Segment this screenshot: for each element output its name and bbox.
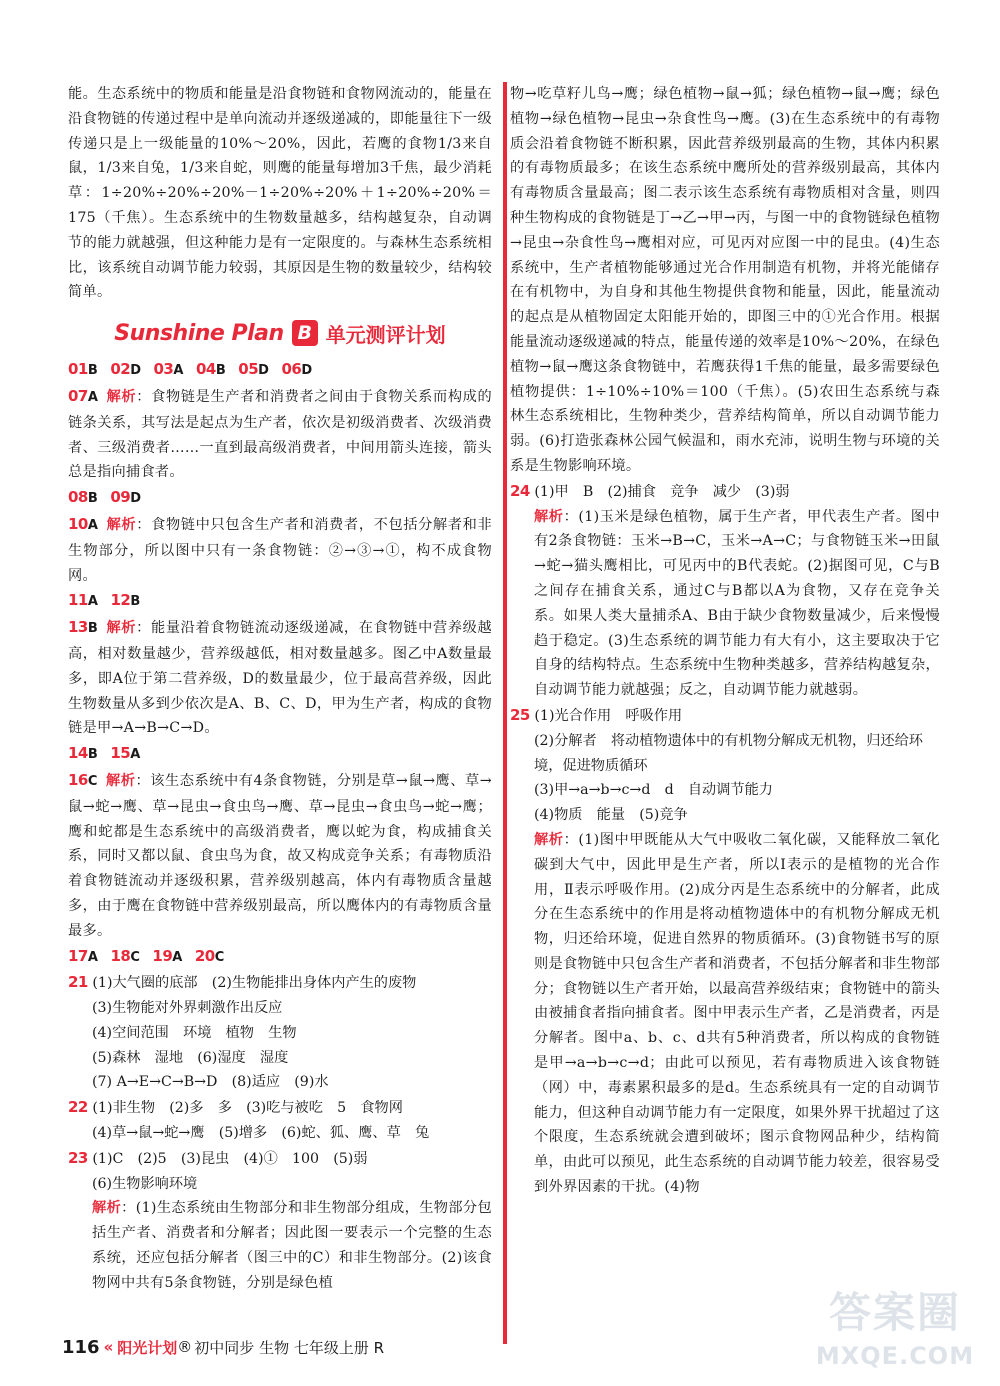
analysis-text: ：(1)图中甲既能从大气中吸收二氧化碳，又能释放二氧化碳到大气中，因此甲是生产者，所以Ⅰ表示的是植物的光合作用，Ⅱ表示呼吸作用。(2)成分丙是生态系统中的分解者，此成分在生态系统中的作用是将动植物遗体中的有机物分解成无机物，归还给环境，促进自然界的物质循环。(3)食物链书写的原则是食物链中只包含生产者和消费者，不包括分解者和非生物部分；食物链以生产者开始，以最高营养级结束；食物链中的箭头由被捕食者指向捕食者。图中甲表示生产者，乙是消费者，丙是分解者。图中a、b、c、d共有5种消费者，所以构成的食物链是甲→a→b→c→d；由此可以预见，若有毒物质进入该食物链（网）中，毒素累积最多的是d。生态系统具有一定的自动调节能力，但这种自动调节能力有一定限度，如果外界干扰超过了这个限度，生态系统就会遭到破坏；图示食物网品种少，结构简单，由此可以预见，此生态系统的自动调节能力较差，很容易受到外界因素的干扰。(4)物 (534, 831, 940, 1196)
question-number: 01 (68, 360, 88, 379)
question-number: 13 (68, 618, 88, 637)
question-16 (68, 768, 492, 944)
answer-letter: A (172, 949, 183, 965)
question-number: 17 (68, 946, 88, 965)
answer-line: (3)甲→a→b→c→d d 自动调节能力 (534, 782, 773, 799)
answer-letter: D (130, 363, 141, 379)
question-21 (68, 970, 492, 996)
intro-paragraph: 能。生态系统中的物质和能量是沿食物链和食物网流动的，能量在沿食物链的传递过程中是单向流动并逐级递减的，即能量往下一级传递只是上一级能量的10%～20%，因此，若鹰的食物1/3来自鼠，1/3来自兔，1/3来自蛇，则鹰的能量每增加3千焦，最少消耗草：1÷20%÷20%÷20%－1÷20%÷20%＋1÷20%÷20%＝175（千焦）。生态系统中的生物数量越多，结构越复杂，自动调节的能力就越强，但这种能力是有一定限度的。与森林生态系统相比，该系统自动调节能力较弱，其原因是生物的数量较少，结构较简单。 (68, 86, 492, 301)
answer-line: (1)大气圈的底部 (2)生物能排出身体内产生的废物 (92, 975, 417, 992)
answer-letter: B (87, 621, 99, 637)
answer-line: (5)森林 湿地 (6)湿度 湿度 (92, 1049, 289, 1066)
question-number: 06 (281, 360, 302, 379)
answer-letter: C (130, 949, 140, 965)
column-divider (503, 82, 507, 1344)
question-23-continued: 物→吃草籽儿鸟→鹰；绿色植物→鼠→狐；绿色植物→鼠→鹰；绿色植物→绿色植物→昆虫→杂食性鸟→鹰。(3)在生态系统中的有毒物质会沿着食物链不断积累，因此营养级别最高的生物，其体内积累的有毒物质最多；在该生态系统中鹰所处的营养级别最高，其体内有毒物质含量最高；图二表示该生态系统有毒物质相对含量，则四种生物构成的食物链是丁→乙→甲→丙，与图一中的食物链绿色植物→昆虫→杂食性鸟→鹰相对应，可见丙对应图一中的昆虫。(4)生态系统中，生产者植物能够通过光合作用制造有机物，并将光能储存在有机物中，为自身和其他生物提供食物和能量，因此，能量流动的起点是从植物固定太阳能开始的，即图三中的①光合作用。根据能量流动逐级递减的特点，能量传递的效率是10%～20%，在绿色植物→鼠→鹰这条食物链中，若鹰获得1千焦的能量，最多需要绿色植物提供：1÷10%÷10%＝100（千焦）。(5)农田生态系统与森林生态系统相比，生物种类少，营养结构简单，所以自动调节能力弱。(6)打造张森林公园气候温和，雨水充沛，说明生物与环境的关系是生物影响环境。 (510, 86, 940, 474)
registered-mark: ® (177, 1338, 193, 1356)
heading-badge: B (292, 320, 318, 346)
answer-letter: D (130, 491, 141, 507)
answer-letter: D (301, 363, 313, 379)
answer-letter: A (130, 747, 141, 763)
analysis-tag: 解析 (105, 772, 136, 789)
question-24-analysis (510, 505, 940, 703)
question-number: 08 (68, 488, 88, 507)
question-number: 15 (110, 744, 131, 763)
question-number: 04 (195, 360, 216, 379)
question-number: 16 (68, 770, 88, 789)
analysis-tag: 解析 (534, 831, 564, 848)
question-number: 20 (194, 946, 215, 965)
question-number: 23 (68, 1148, 88, 1167)
analysis-text: ：(1)生态系统由生物部分和非生物部分组成，生物部分包括生产者、消费者和分解者；因此图一要表示一个完整的生态系统，还应包括分解者（图三中的C）和非生物部分。(2)该食物网中共有5条食物链，分别是绿色植 (92, 1200, 492, 1291)
left-column (68, 82, 492, 1296)
question-25-analysis (510, 828, 940, 1200)
question-24 (510, 479, 940, 505)
question-number: 09 (110, 488, 131, 507)
question-number: 10 (68, 514, 88, 533)
answer-letter: D (258, 363, 269, 379)
page-number: 116 (62, 1336, 100, 1358)
heading-chinese: 单元测评计划 (325, 322, 446, 347)
answer-row-4 (68, 741, 492, 768)
watermark-url: MXQE.COM (815, 1342, 975, 1370)
question-22 (68, 1095, 492, 1121)
question-number: 11 (68, 591, 88, 610)
answer-line: (7) A→E→C→B→D (8)适应 (9)水 (92, 1074, 329, 1091)
analysis-tag: 解析 (534, 508, 564, 525)
question-number: 03 (153, 360, 174, 379)
answer-line: (3)生物能对外界刺激作出反应 (92, 1000, 283, 1017)
answer-letter: A (87, 949, 98, 965)
analysis-tag: 解析 (92, 1200, 122, 1217)
analysis-tag: 解析 (106, 388, 137, 405)
question-07 (68, 384, 492, 485)
question-number: 21 (68, 973, 88, 992)
right-column (510, 82, 940, 1200)
section-heading (68, 315, 492, 351)
analysis-text: ：该生态系统中有4条食物链，分别是草→鼠→鹰、草→鼠→蛇→鹰、草→昆虫→食虫鸟→鹰、草→昆虫→食虫鸟→蛇→鹰；鹰和蛇都是生态系统中的高级消费者，鹰以蛇为食，构成捕食关系，同时又都以鼠、食虫鸟为食，故又构成竞争关系；有毒物质沿着食物链流动并逐级积累，营养级别越高，体内有毒物质含量越多，由于鹰在食物链中营养级别最高，所以鹰体内的有毒物质含量最多。 (68, 772, 492, 939)
question-number: 19 (152, 946, 173, 965)
watermark-logo (800, 1280, 990, 1380)
watermark-text: 答案圈 (828, 1288, 961, 1337)
answer-letter: A (87, 594, 98, 610)
book-title: 初中同步 生物 七年级上册 R (194, 1338, 385, 1357)
answer-line: (1)非生物 (2)多 多 (3)吃与被吃 5 食物网 (92, 1100, 403, 1117)
double-chevron-icon: « (103, 1338, 114, 1356)
answer-letter: A (87, 517, 99, 533)
answer-line: (1)甲 B (2)捕食 竞争 减少 (3)弱 (534, 483, 790, 500)
question-number: 02 (110, 360, 131, 379)
answer-line: (2)分解者 将动植物遗体中的有机物分解成无机物，归还给环境，促进物质循环 (534, 732, 923, 774)
question-number: 12 (110, 591, 131, 610)
question-number: 07 (68, 386, 88, 405)
answer-row-3 (68, 588, 492, 615)
answer-row-1 (68, 357, 492, 384)
question-23 (68, 1146, 492, 1172)
page-footer (62, 1334, 384, 1360)
answer-line: (4)物质 能量 (5)竞争 (534, 807, 688, 824)
answer-letter: B (215, 363, 226, 379)
question-number: 24 (510, 481, 530, 500)
answer-letter: C (87, 773, 98, 789)
question-number: 05 (238, 360, 259, 379)
answer-letter: A (87, 389, 99, 405)
answer-line: (6)生物影响环境 (92, 1175, 198, 1192)
analysis-text: ：食物链是生产者和消费者之间由于食物关系而构成的链条关系，其写法是起点为生产者，依次是初级消费者、次级消费者、三级消费者……一直到最高级消费者，中间用箭头连接，箭头总是指向捕食者。 (68, 388, 492, 481)
answer-letter: C (214, 949, 225, 965)
question-number: 18 (110, 946, 131, 965)
analysis-tag: 解析 (106, 516, 137, 533)
analysis-text: ：(1)玉米是绿色植物，属于生产者，甲代表生产者。图中有2条食物链：玉米→B→C，玉米→A→C；与食物链玉米→田鼠→蛇→猫头鹰相比，可见丙中的B代表蛇。(2)据图可见，C与B之间存在捕食关系，通过C与B都以A为食物，又存在竞争关系。如果人类大量捕杀A、B由于缺少食物数量减少，后来慢慢趋于稳定。(3)生态系统的调节能力有大有小，这主要取决于它自身的结构特点。生态系统中生物种类越多，营养结构越复杂，自动调节能力就越强；反之，自动调节能力就越弱。 (534, 508, 940, 699)
answer-line: (1)光合作用 呼吸作用 (534, 707, 683, 724)
answer-row-5 (68, 944, 492, 971)
question-23-analysis (68, 1196, 492, 1295)
answer-letter: B (87, 747, 98, 763)
answer-letter: B (130, 594, 141, 610)
answer-letter: A (173, 363, 184, 379)
answer-row-2 (68, 485, 492, 512)
question-10 (68, 512, 492, 588)
question-number: 14 (68, 744, 88, 763)
analysis-text: ：食物链中只包含生产者和消费者，不包括分解者和非生物部分，所以图中只有一条食物链：②→③→①，构不成食物网。 (68, 516, 492, 584)
answer-letter: B (87, 491, 98, 507)
brand-name: 阳光计划 (117, 1338, 178, 1357)
answer-line: (4)草→鼠→蛇→鹰 (5)增多 (6)蛇、狐、鹰、草 兔 (92, 1125, 430, 1142)
question-number: 25 (510, 705, 530, 724)
answer-line: (4)空间范围 环境 植物 生物 (92, 1024, 297, 1041)
question-25 (510, 703, 940, 729)
question-13 (68, 615, 492, 741)
analysis-tag: 解析 (106, 620, 137, 637)
analysis-text: ：能量沿着食物链流动逐级递减，在食物链中营养级越高，相对数量越少，营养级越低，相对数量越多。图乙中A数量最多，即A位于第二营养级，D的数量最少，位于最高营养级，因此生物数量从多到少依次是A、B、C、D，甲为生产者，构成的食物链是甲→A→B→C→D。 (68, 620, 492, 737)
answer-letter: B (87, 363, 98, 379)
heading-english: Sunshine Plan (114, 320, 284, 346)
answer-line: (1)C (2)5 (3)昆虫 (4)① 100 (5)弱 (92, 1150, 368, 1167)
question-number: 22 (68, 1098, 88, 1117)
